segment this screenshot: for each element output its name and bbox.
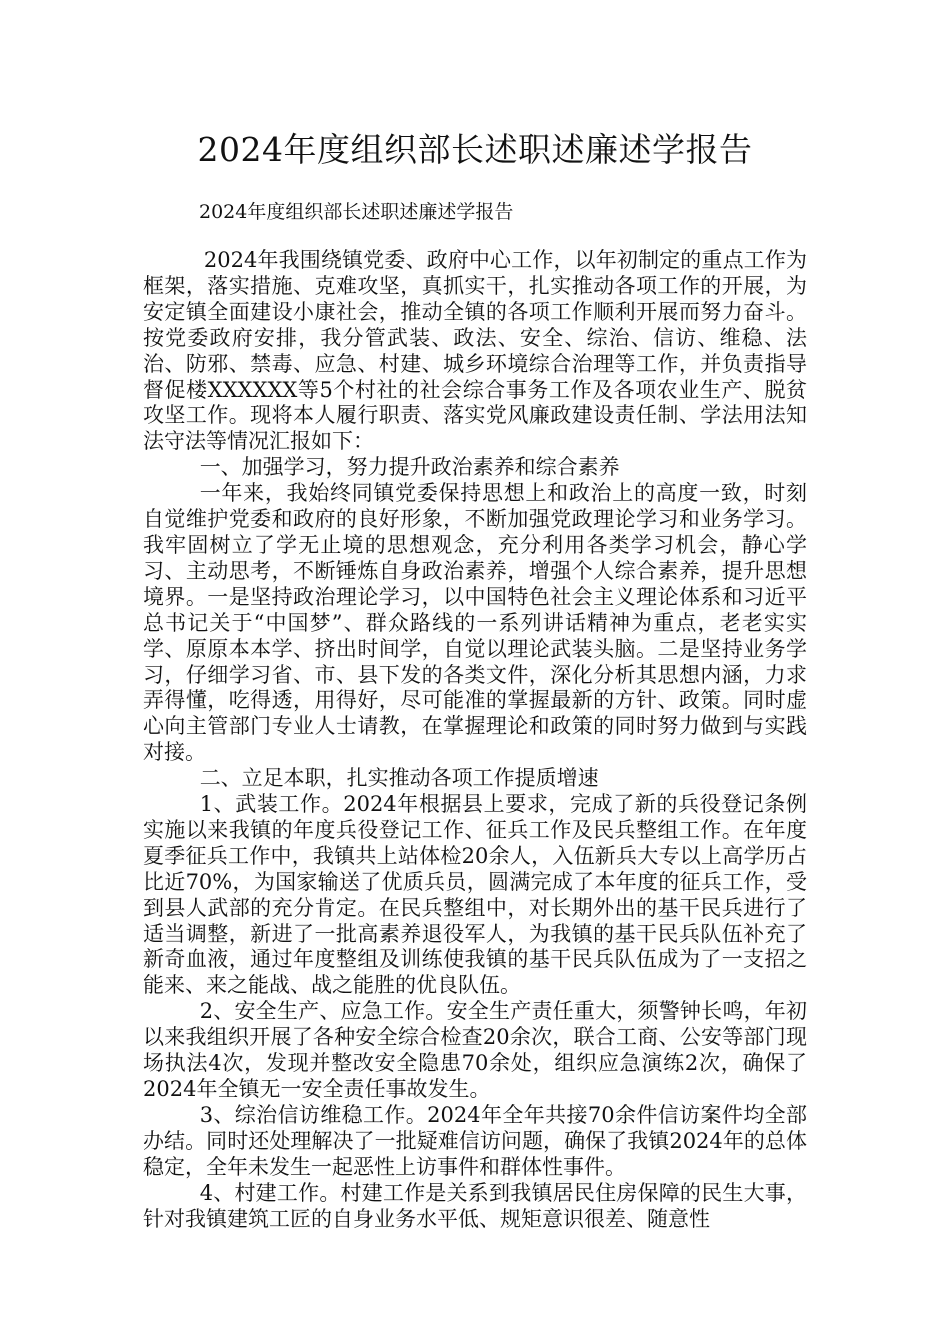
paragraph-village-construction: 4、村建工作。村建工作是关系到我镇居民住房保障的民生大事，针对我镇建筑工匠的自身业务水平低、规矩意识很差、随意性 bbox=[143, 1180, 807, 1231]
document-body bbox=[143, 248, 807, 1232]
document-title: 2024年度组织部长述职述廉述学报告 bbox=[197, 130, 753, 169]
section-heading-1: 一、加强学习，努力提升政治素养和综合素养 bbox=[199, 455, 620, 480]
paragraph-petition: 3、综治信访维稳工作。2024年全年共接70余件信访案件均全部办结。同时还处理解决了一批疑难信访问题，确保了我镇2024年的总体稳定，全年未发生一起恶性上访事件和群体性事件。 bbox=[143, 1102, 807, 1179]
paragraph-intro: 2024年我围绕镇党委、政府中心工作，以年初制定的重点工作为框架，落实措施、克难攻坚，真抓实干，扎实推动各项工作的开展，为安定镇全面建设小康社会，推动全镇的各项工作顺利开展而努力奋斗。按党委政府安排，我分管武装、政法、安全、综治、信访、维稳、法治、防邪、禁毒、应急、村建、城乡环境综合治理等工作，并负责指导督促楼XXXXXX等5个村社的社会综合事务工作及各项农业生产、脱贫攻坚工作。现将本人履行职责、落实党风廉政建设责任制、学法用法知法守法等情况汇报如下： bbox=[143, 248, 807, 454]
paragraph-safety: 2、安全生产、应急工作。安全生产责任重大，须警钟长鸣，年初以来我组织开展了各种安全综合检查20余次，联合工商、公安等部门现场执法4次，发现并整改安全隐患70余处，组织应急演练2次，确保了2024年全镇无一安全责任事故发生。 bbox=[143, 999, 807, 1101]
section-heading-2: 二、立足本职，扎实推动各项工作提质增速 bbox=[199, 766, 599, 791]
document-subtitle: 2024年度组织部长述职述廉述学报告 bbox=[199, 201, 514, 223]
paragraph-study: 一年来，我始终同镇党委保持思想上和政治上的高度一致，时刻自觉维护党委和政府的良好形象，不断加强党政理论学习和业务学习。我牢固树立了学无止境的思想观念，充分利用各类学习机会，静心学习、主动思考，不断锤炼自身政治素养，增强个人综合素养，提升思想境界。一是坚持政治理论学习，以中国特色社会主义理论体系和习近平总书记关于“中国梦”、群众路线的一系列讲话精神为重点，老老实实学、原原本本学、挤出时间学，自觉以理论武装头脑。二是坚持业务学习，仔细学习省、市、县下发的各类文件，深化分析其思想内涵，力求弄得懂，吃得透，用得好，尽可能准的掌握最新的方针、政策。同时虚心向主管部门专业人士请教，在掌握理论和政策的同时努力做到与实践对接。 bbox=[143, 481, 807, 765]
paragraph-armed-forces: 1、武装工作。2024年根据县上要求，完成了新的兵役登记条例实施以来我镇的年度兵役登记工作、征兵工作及民兵整组工作。在年度夏季征兵工作中，我镇共上站体检20余人，入伍新兵大专以上高学历占比近70%，为国家输送了优质兵员，圆满完成了本年度的征兵工作，受到县人武部的充分肯定。在民兵整组中，对长期外出的基干民兵进行了适当调整，新进了一批高素养退役军人，为我镇的基干民兵队伍补充了新奇血液，通过年度整组及训练使我镇的基干民兵队伍成为了一支招之能来、来之能战、战之能胜的优良队伍。 bbox=[143, 792, 807, 998]
